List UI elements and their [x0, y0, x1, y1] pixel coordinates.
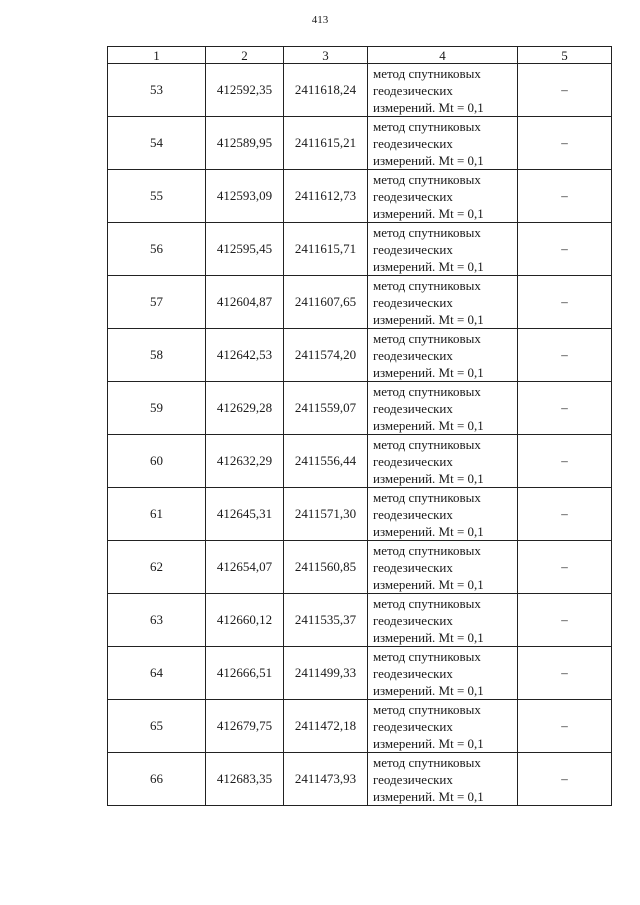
coord-x: 412629,28 [206, 382, 284, 435]
method-cell [368, 223, 518, 276]
coord-y: 2411473,93 [284, 753, 368, 806]
point-number: 66 [108, 753, 206, 806]
method-line: метод спутниковых [373, 118, 481, 134]
table-row [108, 435, 612, 488]
point-number: 62 [108, 541, 206, 594]
method-cell [368, 488, 518, 541]
method-line: метод спутниковых [373, 383, 481, 399]
method-line: геодезических [373, 453, 453, 469]
note-cell: – [518, 435, 612, 488]
method-line: измерений. Mt = 0,1 [373, 682, 484, 698]
method-line: измерений. Mt = 0,1 [373, 311, 484, 327]
method-line: геодезических [373, 506, 453, 522]
method-line: геодезических [373, 241, 453, 257]
method-line: метод спутниковых [373, 595, 481, 611]
point-number: 57 [108, 276, 206, 329]
coord-x: 412592,35 [206, 64, 284, 117]
method-line: геодезических [373, 718, 453, 734]
coord-y: 2411612,73 [284, 170, 368, 223]
method-cell [368, 594, 518, 647]
note-cell: – [518, 594, 612, 647]
method-line: метод спутниковых [373, 224, 481, 240]
method-cell [368, 700, 518, 753]
table-row [108, 223, 612, 276]
point-number: 59 [108, 382, 206, 435]
method-line: измерений. Mt = 0,1 [373, 576, 484, 592]
note-cell: – [518, 753, 612, 806]
point-number: 65 [108, 700, 206, 753]
method-cell [368, 276, 518, 329]
table-row [108, 753, 612, 806]
header-col-2: 2 [206, 47, 284, 64]
coord-y: 2411571,30 [284, 488, 368, 541]
coord-y: 2411559,07 [284, 382, 368, 435]
method-line: геодезических [373, 135, 453, 151]
method-line: метод спутниковых [373, 277, 481, 293]
method-line: измерений. Mt = 0,1 [373, 417, 484, 433]
method-cell [368, 382, 518, 435]
page-number: 413 [311, 14, 329, 26]
table-row [108, 700, 612, 753]
note-cell: – [518, 700, 612, 753]
coord-x: 412589,95 [206, 117, 284, 170]
method-line: измерений. Mt = 0,1 [373, 99, 484, 115]
coord-x: 412604,87 [206, 276, 284, 329]
coord-y: 2411535,37 [284, 594, 368, 647]
method-line: метод спутниковых [373, 436, 481, 452]
note-cell: – [518, 117, 612, 170]
method-cell [368, 117, 518, 170]
method-line: геодезических [373, 82, 453, 98]
coord-x: 412593,09 [206, 170, 284, 223]
method-line: метод спутниковых [373, 65, 481, 81]
method-cell [368, 541, 518, 594]
coord-y: 2411607,65 [284, 276, 368, 329]
coord-y: 2411472,18 [284, 700, 368, 753]
method-line: метод спутниковых [373, 489, 481, 505]
note-cell: – [518, 382, 612, 435]
note-cell: – [518, 64, 612, 117]
coord-y: 2411574,20 [284, 329, 368, 382]
table-row [108, 382, 612, 435]
coord-x: 412595,45 [206, 223, 284, 276]
method-line: метод спутниковых [373, 754, 481, 770]
point-number: 54 [108, 117, 206, 170]
coord-y: 2411615,21 [284, 117, 368, 170]
table-header-row [108, 47, 612, 64]
method-line: измерений. Mt = 0,1 [373, 258, 484, 274]
header-col-5: 5 [518, 47, 612, 64]
table-row [108, 276, 612, 329]
coord-x: 412660,12 [206, 594, 284, 647]
point-number: 55 [108, 170, 206, 223]
coord-y: 2411560,85 [284, 541, 368, 594]
point-number: 53 [108, 64, 206, 117]
method-line: измерений. Mt = 0,1 [373, 205, 484, 221]
point-number: 63 [108, 594, 206, 647]
method-cell [368, 753, 518, 806]
method-line: измерений. Mt = 0,1 [373, 629, 484, 645]
note-cell: – [518, 488, 612, 541]
method-line: геодезических [373, 294, 453, 310]
table-row [108, 329, 612, 382]
header-col-3: 3 [284, 47, 368, 64]
method-line: геодезических [373, 771, 453, 787]
method-line: геодезических [373, 400, 453, 416]
method-line: измерений. Mt = 0,1 [373, 152, 484, 168]
table-row [108, 117, 612, 170]
note-cell: – [518, 170, 612, 223]
table-row [108, 647, 612, 700]
table-row [108, 541, 612, 594]
method-cell [368, 64, 518, 117]
note-cell: – [518, 276, 612, 329]
table-row [108, 170, 612, 223]
coord-x: 412683,35 [206, 753, 284, 806]
method-line: геодезических [373, 559, 453, 575]
coord-x: 412679,75 [206, 700, 284, 753]
note-cell: – [518, 329, 612, 382]
method-line: метод спутниковых [373, 701, 481, 717]
point-number: 61 [108, 488, 206, 541]
coordinates-table [107, 46, 612, 806]
method-cell [368, 329, 518, 382]
method-cell [368, 647, 518, 700]
method-line: метод спутниковых [373, 171, 481, 187]
method-cell [368, 170, 518, 223]
coord-x: 412632,29 [206, 435, 284, 488]
note-cell: – [518, 541, 612, 594]
note-cell: – [518, 647, 612, 700]
coord-x: 412642,53 [206, 329, 284, 382]
method-line: измерений. Mt = 0,1 [373, 364, 484, 380]
method-line: измерений. Mt = 0,1 [373, 523, 484, 539]
method-line: геодезических [373, 665, 453, 681]
method-line: метод спутниковых [373, 542, 481, 558]
point-number: 56 [108, 223, 206, 276]
point-number: 58 [108, 329, 206, 382]
coord-x: 412666,51 [206, 647, 284, 700]
method-line: геодезических [373, 347, 453, 363]
point-number: 60 [108, 435, 206, 488]
method-line: измерений. Mt = 0,1 [373, 735, 484, 751]
table-row [108, 64, 612, 117]
method-line: измерений. Mt = 0,1 [373, 470, 484, 486]
method-line: метод спутниковых [373, 330, 481, 346]
header-col-4: 4 [368, 47, 518, 64]
method-line: метод спутниковых [373, 648, 481, 664]
method-line: измерений. Mt = 0,1 [373, 788, 484, 804]
coord-x: 412645,31 [206, 488, 284, 541]
table-row [108, 488, 612, 541]
header-col-1: 1 [108, 47, 206, 64]
method-cell [368, 435, 518, 488]
table-row [108, 594, 612, 647]
coord-y: 2411556,44 [284, 435, 368, 488]
coord-y: 2411499,33 [284, 647, 368, 700]
point-number: 64 [108, 647, 206, 700]
coord-y: 2411618,24 [284, 64, 368, 117]
coord-y: 2411615,71 [284, 223, 368, 276]
method-line: геодезических [373, 188, 453, 204]
coord-x: 412654,07 [206, 541, 284, 594]
method-line: геодезических [373, 612, 453, 628]
note-cell: – [518, 223, 612, 276]
